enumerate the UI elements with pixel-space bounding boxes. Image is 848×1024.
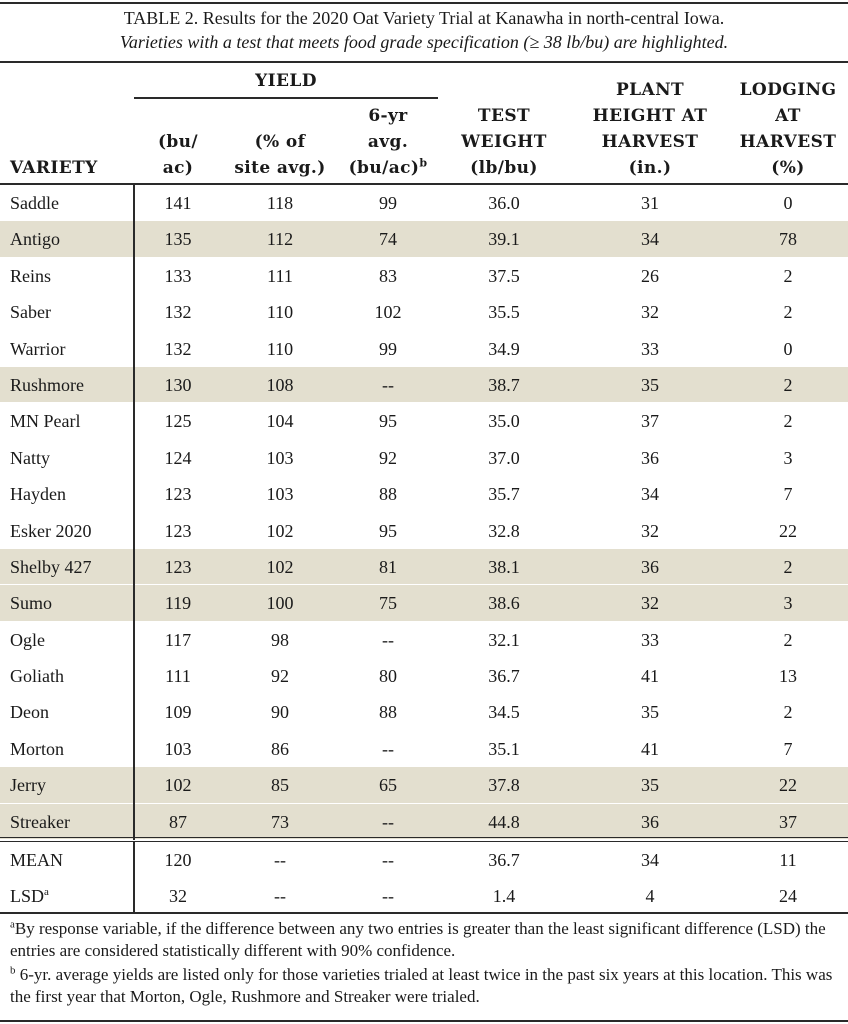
bu-cell: 125 xyxy=(164,411,192,432)
pct-cell: 90 xyxy=(271,702,289,723)
summary-rule-upper xyxy=(0,837,848,838)
test-cell: 1.4 xyxy=(492,886,516,907)
variety-column-divider xyxy=(133,185,135,840)
bu-cell: 120 xyxy=(164,850,192,870)
lodging-cell: 2 xyxy=(783,702,793,723)
table-row xyxy=(0,185,848,221)
test-cell: 38.1 xyxy=(488,556,520,577)
pct-cell: 92 xyxy=(271,666,289,687)
pct-cell: 103 xyxy=(266,484,294,505)
height-cell: 32 xyxy=(641,520,659,541)
test-cell: 32.8 xyxy=(488,520,520,541)
six-cell: 102 xyxy=(374,302,402,323)
six-cell: 88 xyxy=(379,702,397,723)
table-caption xyxy=(0,6,848,54)
six-cell: -- xyxy=(382,850,394,870)
height-cell: 32 xyxy=(641,302,659,323)
table-row xyxy=(0,221,848,257)
variety-cell: Esker 2020 xyxy=(10,520,92,541)
test-cell: 39.1 xyxy=(488,229,520,250)
lodging-cell: 7 xyxy=(783,484,793,505)
bu-cell: 111 xyxy=(165,666,191,687)
lodging-cell: 2 xyxy=(783,302,793,323)
lodging-cell: 22 xyxy=(779,520,797,541)
height-cell: 41 xyxy=(641,738,659,759)
table-row xyxy=(0,440,848,476)
pct-cell: 110 xyxy=(266,302,294,323)
pct-cell: 103 xyxy=(266,447,294,468)
bu-cell: 124 xyxy=(164,447,192,468)
variety-cell: Reins xyxy=(10,265,52,286)
lodging-cell: 2 xyxy=(783,556,793,577)
yield-group-underline xyxy=(134,97,438,99)
test-cell: 37.0 xyxy=(488,447,520,468)
six-cell: 74 xyxy=(379,229,397,250)
row-separator xyxy=(0,839,848,840)
variety-cell: Goliath xyxy=(10,666,64,687)
six-cell: 99 xyxy=(379,338,397,359)
table-row xyxy=(0,549,848,585)
variety-cell: Saber xyxy=(10,302,51,323)
six-cell: -- xyxy=(382,811,394,832)
bu-cell: 141 xyxy=(164,193,192,213)
variety-cell: Sumo xyxy=(10,593,53,614)
table-subtitle: Varieties with a test that meets food grade specification (≥ 38 lb/bu) are highlighted. xyxy=(119,32,729,52)
variety-cell: Shelby 427 xyxy=(10,556,92,577)
six-cell: 83 xyxy=(379,265,397,286)
six-cell: 92 xyxy=(379,447,397,468)
lodging-cell: 2 xyxy=(783,629,793,650)
six-cell: 65 xyxy=(379,775,397,796)
six-cell: -- xyxy=(382,629,394,650)
height-cell: 35 xyxy=(641,702,659,723)
lodging-cell: 78 xyxy=(779,229,797,250)
variety-cell: MEAN xyxy=(10,850,63,870)
footnote-a-marker: a xyxy=(44,886,49,899)
lodging-cell: 22 xyxy=(779,775,797,796)
lodging-cell: 3 xyxy=(783,447,793,468)
pct-cell: 112 xyxy=(266,229,294,250)
variety-cell: Hayden xyxy=(10,484,66,505)
height-cell: 26 xyxy=(641,265,659,286)
table-row xyxy=(0,258,848,294)
six-cell: 80 xyxy=(379,666,397,687)
six-cell: 81 xyxy=(379,556,397,577)
height-cell: 35 xyxy=(641,775,659,796)
test-cell: 44.8 xyxy=(488,811,520,832)
height-cell: 34 xyxy=(641,850,659,870)
variety-cell: Warrior xyxy=(10,338,66,359)
height-cell: 34 xyxy=(641,484,659,505)
height-cell: 36 xyxy=(641,556,659,577)
test-cell: 36.0 xyxy=(488,193,520,213)
table-row xyxy=(0,622,848,658)
footnote-rule xyxy=(0,912,848,914)
lodging-cell: 7 xyxy=(783,738,793,759)
lodging-cell: 0 xyxy=(783,338,793,359)
pct-cell: 73 xyxy=(271,811,289,832)
test-cell: 35.0 xyxy=(488,411,520,432)
height-cell: 36 xyxy=(641,811,659,832)
bu-cell: 133 xyxy=(164,265,192,286)
header-yield-pct: (% of site avg.) xyxy=(234,132,326,178)
height-cell: 41 xyxy=(641,666,659,687)
table-row xyxy=(0,513,848,549)
table-row xyxy=(0,331,848,367)
variety-cell: MN Pearl xyxy=(10,411,81,432)
header-lodging: LODGING AT HARVEST (%) xyxy=(739,80,837,178)
pct-cell: 102 xyxy=(266,556,294,577)
test-cell: 35.5 xyxy=(488,302,520,323)
pct-cell: 108 xyxy=(266,374,294,395)
bu-cell: 132 xyxy=(164,338,192,359)
pct-cell: 85 xyxy=(271,775,289,796)
table-row xyxy=(0,294,848,330)
six-cell: -- xyxy=(382,738,394,759)
bu-cell: 117 xyxy=(164,629,192,650)
lodging-cell: 37 xyxy=(779,811,797,832)
bu-cell: 102 xyxy=(164,775,192,796)
footnote-b: $^b$ 6-yr. average yields are listed only for those varieties trialed at least twice in the past six years at this location. This was the first year that Morton, Ogle, Rushmore and Streaker were trialed. xyxy=(10,964,833,1006)
six-cell: 95 xyxy=(379,411,397,432)
variety-cell: Morton xyxy=(10,738,64,759)
height-cell: 4 xyxy=(645,886,655,907)
height-cell: 33 xyxy=(641,629,659,650)
header-yield-bu: (bu/ ac) xyxy=(157,132,199,178)
pct-cell: 104 xyxy=(266,411,294,432)
footnote-b-marker: b xyxy=(419,156,428,170)
lodging-cell: 24 xyxy=(779,886,797,907)
table-row xyxy=(0,367,848,403)
pct-cell: 98 xyxy=(271,629,289,650)
bu-cell: 109 xyxy=(164,702,192,723)
summary-column-divider xyxy=(133,842,135,912)
pct-cell: 110 xyxy=(266,338,294,359)
six-cell: 99 xyxy=(379,193,397,213)
header-plant-height: PLANT HEIGHT AT HARVEST (in.) xyxy=(592,80,708,178)
six-cell: -- xyxy=(382,374,394,395)
table-row xyxy=(0,804,848,840)
bu-cell: 32 xyxy=(169,886,187,907)
test-cell: 35.1 xyxy=(488,738,520,759)
variety-cell: Deon xyxy=(10,702,49,723)
variety-cell: LSD$^a$ xyxy=(10,886,49,907)
six-cell: -- xyxy=(382,886,394,907)
header-top-rule xyxy=(0,61,848,63)
lodging-cell: 3 xyxy=(783,593,793,614)
six-cell: 88 xyxy=(379,484,397,505)
table-body xyxy=(0,185,848,840)
six-cell: 95 xyxy=(379,520,397,541)
bu-cell: 135 xyxy=(164,229,192,250)
lodging-cell: 2 xyxy=(783,374,793,395)
table-row xyxy=(0,658,848,694)
lodging-cell: 2 xyxy=(783,411,793,432)
header-variety: VARIETY xyxy=(10,158,98,178)
top-rule xyxy=(0,2,848,4)
header-six-yr-avg: 6-yr avg. $(bu/ac)^b$ xyxy=(348,106,428,178)
table-summary xyxy=(0,842,848,915)
variety-cell: Saddle xyxy=(10,193,59,213)
height-cell: 36 xyxy=(641,447,659,468)
variety-cell: Ogle xyxy=(10,629,45,650)
bu-cell: 87 xyxy=(169,811,187,832)
table-row xyxy=(0,585,848,621)
bu-cell: 123 xyxy=(164,520,192,541)
lodging-cell: 0 xyxy=(783,193,793,213)
height-cell: 31 xyxy=(641,193,659,213)
bu-cell: 130 xyxy=(164,374,192,395)
test-cell: 37.5 xyxy=(488,265,520,286)
pct-cell: 102 xyxy=(266,520,294,541)
pct-cell: 118 xyxy=(266,193,294,213)
table-row xyxy=(0,694,848,730)
test-cell: 32.1 xyxy=(488,629,520,650)
bottom-rule xyxy=(0,1020,848,1022)
variety-cell: Streaker xyxy=(10,811,70,832)
bu-cell: 123 xyxy=(164,484,192,505)
table-row xyxy=(0,878,848,914)
lodging-cell: 13 xyxy=(779,666,797,687)
test-cell: 35.7 xyxy=(488,484,520,505)
header-yield-group: YIELD xyxy=(255,71,317,91)
table-row xyxy=(0,842,848,878)
test-cell: 36.7 xyxy=(488,850,520,870)
variety-cell: Natty xyxy=(10,447,50,468)
table-row xyxy=(0,403,848,439)
height-cell: 35 xyxy=(641,374,659,395)
height-cell: 34 xyxy=(641,229,659,250)
pct-cell: 86 xyxy=(271,738,289,759)
bu-cell: 103 xyxy=(164,738,192,759)
pct-cell: 111 xyxy=(267,265,293,286)
bu-cell: 123 xyxy=(164,556,192,577)
test-cell: 34.5 xyxy=(488,702,520,723)
header-test-weight: TEST WEIGHT (lb/bu) xyxy=(461,106,547,178)
table-row xyxy=(0,767,848,803)
test-cell: 37.8 xyxy=(488,775,520,796)
table-row xyxy=(0,731,848,767)
table-row xyxy=(0,476,848,512)
height-cell: 37 xyxy=(641,411,659,432)
lodging-cell: 2 xyxy=(783,265,793,286)
test-cell: 38.7 xyxy=(488,374,520,395)
six-cell: 75 xyxy=(379,593,397,614)
height-cell: 32 xyxy=(641,593,659,614)
test-cell: 34.9 xyxy=(488,338,520,359)
pct-cell: -- xyxy=(274,850,286,870)
bu-cell: 132 xyxy=(164,302,192,323)
variety-cell: Rushmore xyxy=(10,374,84,395)
test-cell: 38.6 xyxy=(488,593,520,614)
table-title: TABLE 2. Results for the 2020 Oat Variety Trial at Kanawha in north-central Iowa. xyxy=(123,8,725,28)
bu-cell: 119 xyxy=(164,593,192,614)
footnote-a: $^a$By response variable, if the difference between any two entries is greater than the least significant difference (LSD) the entries are considered statistically different with 90% confidence. xyxy=(10,918,826,960)
height-cell: 33 xyxy=(641,338,659,359)
variety-cell: Antigo xyxy=(10,229,61,250)
pct-cell: 100 xyxy=(266,593,294,614)
pct-cell: -- xyxy=(274,886,286,907)
lodging-cell: 11 xyxy=(779,850,797,870)
test-cell: 36.7 xyxy=(488,666,520,687)
variety-cell: Jerry xyxy=(10,775,46,796)
